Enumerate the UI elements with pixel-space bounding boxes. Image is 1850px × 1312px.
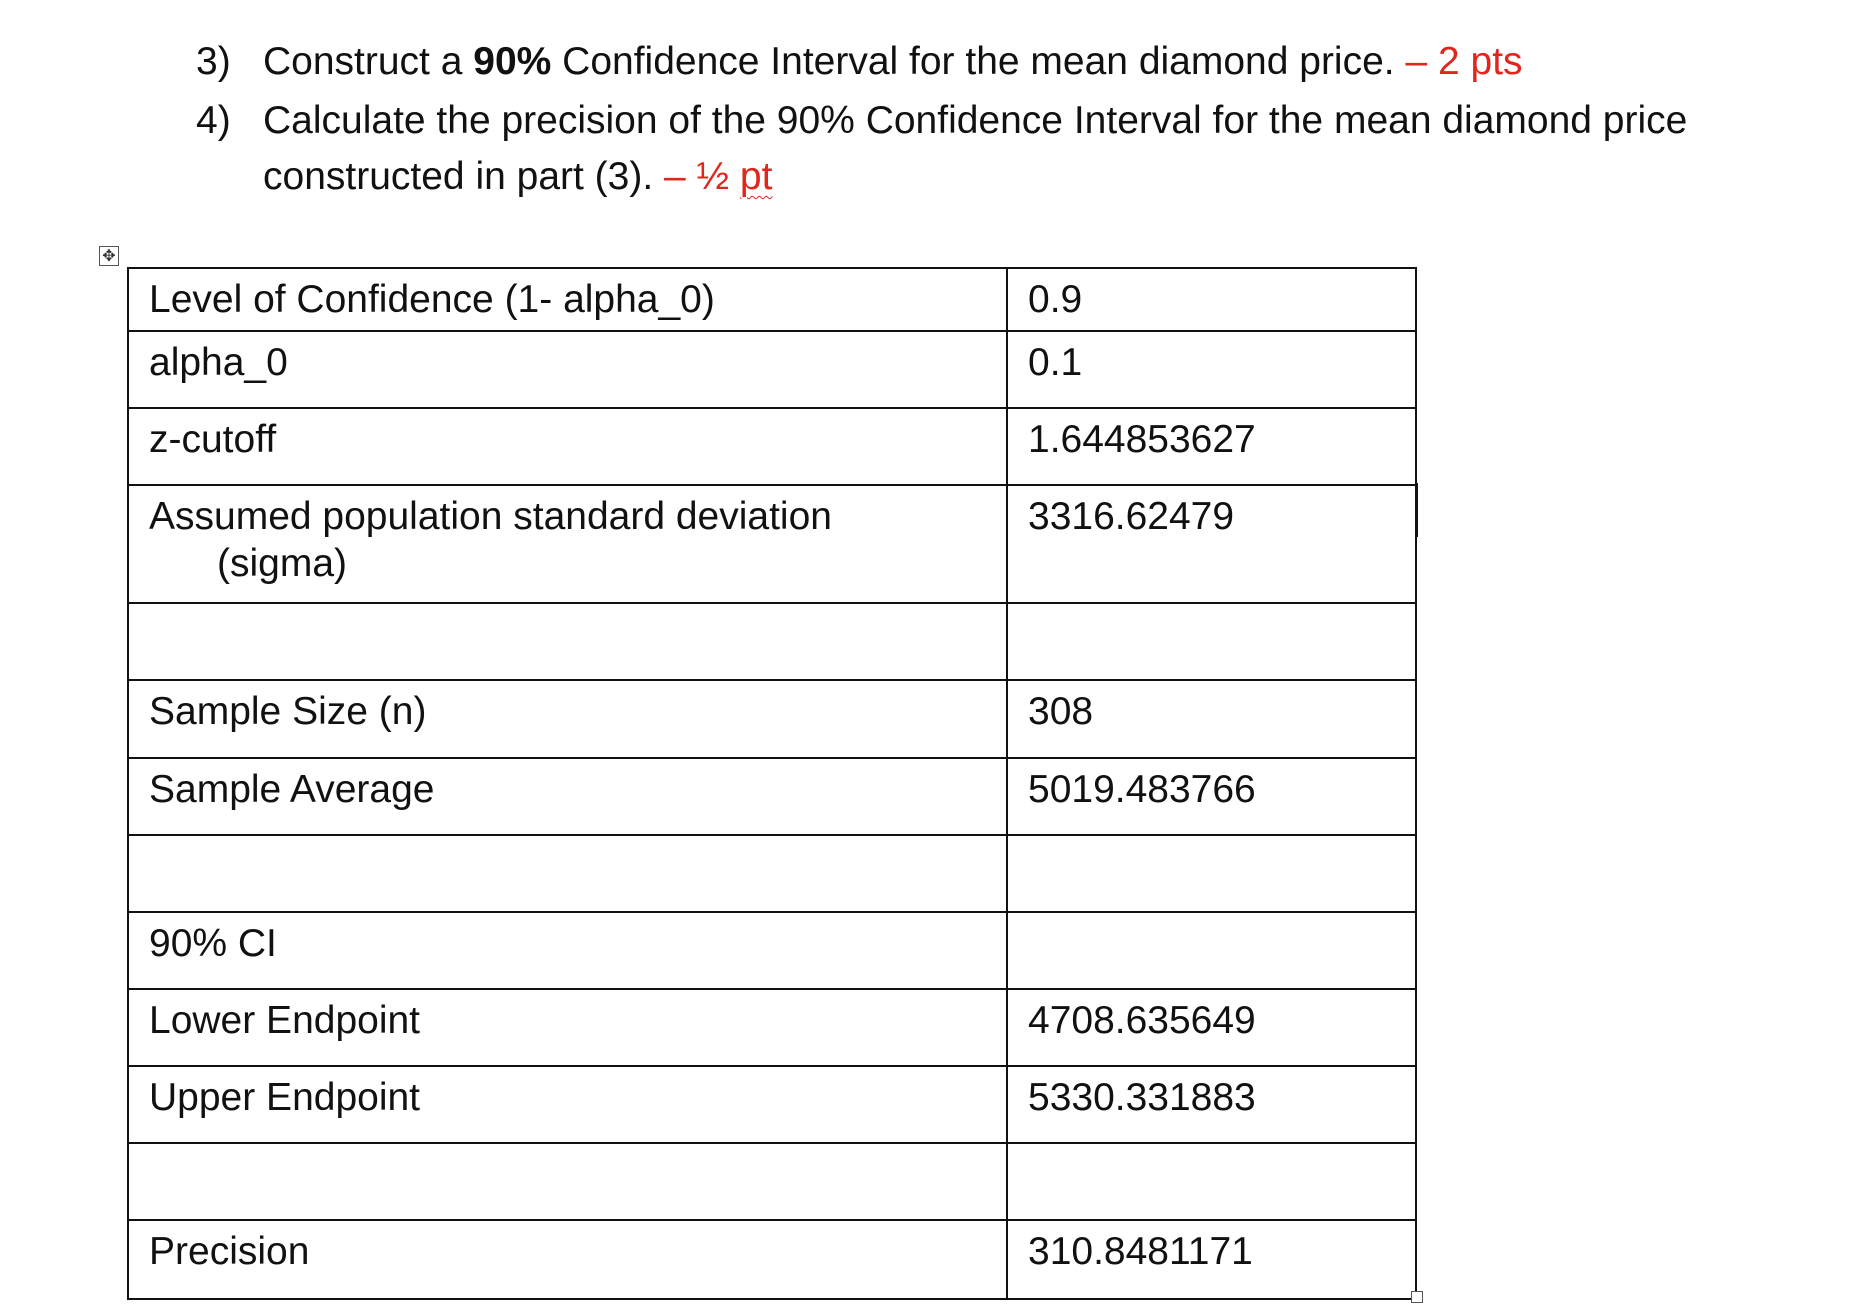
question-text	[263, 39, 1523, 86]
move-arrows-icon[interactable]: ✥	[99, 246, 119, 266]
row-label: 90% CI	[128, 912, 1007, 989]
results-table	[127, 267, 1417, 1300]
question-text-line1: Calculate the precision of the 90% Confidence Interval for the mean diamond price	[263, 99, 1688, 142]
table-row	[128, 1066, 1416, 1143]
points-value: ½	[696, 155, 730, 198]
question-text-start: Construct a	[263, 40, 474, 83]
row-label-line2: (sigma)	[217, 541, 348, 585]
table-row	[128, 331, 1416, 408]
table-row	[128, 408, 1416, 485]
points-unit: pt	[739, 155, 773, 198]
row-value: 4708.635649	[1007, 989, 1416, 1066]
row-value: 5330.331883	[1007, 1066, 1416, 1143]
row-value: 308	[1007, 680, 1416, 758]
table-row-empty	[128, 835, 1416, 912]
row-value: 5019.483766	[1007, 758, 1416, 835]
table-row	[128, 485, 1416, 603]
row-value	[1007, 912, 1416, 989]
row-value: 1.644853627	[1007, 408, 1416, 485]
question-text-end: Confidence Interval for the mean diamond price.	[551, 40, 1406, 83]
row-label: Sample Average	[128, 758, 1007, 835]
question-number: 3)	[196, 40, 231, 83]
question-text-line2	[263, 154, 772, 201]
table-row	[128, 989, 1416, 1066]
table-row	[128, 1220, 1416, 1299]
row-label	[128, 603, 1007, 680]
row-label: z-cutoff	[128, 408, 1007, 485]
row-label: Lower Endpoint	[128, 989, 1007, 1066]
table-row-empty	[128, 1143, 1416, 1220]
row-label-line1: Assumed population standard deviation	[149, 495, 832, 538]
row-label: Sample Size (n)	[128, 680, 1007, 758]
row-value	[1007, 603, 1416, 680]
table-row	[128, 758, 1416, 835]
resize-handle-icon[interactable]	[1411, 1291, 1423, 1303]
row-label: Precision	[128, 1220, 1007, 1299]
question-text-cont: constructed in part (3).	[263, 155, 665, 198]
table-row-empty	[128, 603, 1416, 680]
points-dash: –	[664, 155, 697, 198]
row-label: alpha_0	[128, 331, 1007, 408]
question-number: 4)	[196, 99, 231, 142]
row-value: 0.9	[1007, 268, 1416, 331]
points-label: – 2 pts	[1405, 40, 1523, 83]
row-value: 0.1	[1007, 331, 1416, 408]
row-label	[128, 1143, 1007, 1220]
row-value	[1007, 835, 1416, 912]
row-label	[128, 835, 1007, 912]
row-label	[128, 485, 1007, 603]
table-row	[128, 268, 1416, 331]
row-value	[1007, 1143, 1416, 1220]
table-row	[128, 680, 1416, 758]
text-cursor	[1416, 483, 1418, 537]
table-row	[128, 912, 1416, 989]
row-value: 3316.62479	[1007, 485, 1416, 603]
question-bold-percent: 90%	[473, 40, 552, 83]
row-value: 310.8481171	[1007, 1220, 1416, 1299]
row-label: Upper Endpoint	[128, 1066, 1007, 1143]
row-label: Level of Confidence (1- alpha_0)	[128, 268, 1007, 331]
